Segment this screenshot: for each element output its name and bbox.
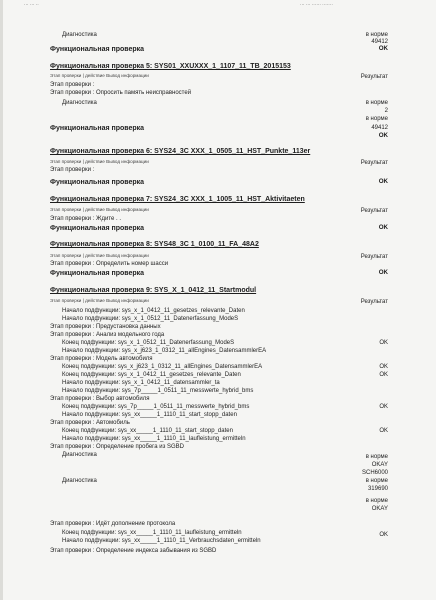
protocol-line: Начало подфункции: sys_xx_____1_1110_11_laufleistung_ermitteln [62,436,246,442]
result-value: в норме [365,498,388,504]
result-value: Результат [360,74,388,80]
result-value: OK [379,364,388,370]
result-value: OKAY [371,462,388,468]
protocol-line: Начало подфункции: sys_xx_____1_1110_11_Verbrauchsdaten_ermitteln [62,538,261,544]
column-header: Этап проверки | действие Вывод информации [50,159,149,164]
protocol-line: Диагностика [62,452,97,458]
protocol-line: Начало подфункции: sys_xx_____1_1110_11_start_stopp_daten [62,412,237,418]
column-header: Этап проверки | действие Вывод информации [50,207,149,212]
protocol-line: Этап проверки : Выбор автомобиля [50,396,150,402]
result-value: OK [379,404,388,410]
result-value: Результат [360,208,388,214]
protocol-line: Этап проверки : Анализ модельного года [50,332,165,338]
result-ok: OK [378,269,388,276]
protocol-line: Начало подфункции: sys_x_1_0412_11_gesetzes_relevante_Daten [62,308,245,314]
column-header: Этап проверки | действие Вывод информации [50,253,149,258]
protocol-line: Этап проверки : Автомобиль [50,420,130,426]
result-ok: OK [378,224,388,231]
function-check-title: Функциональная проверка 7: SYS24_3C XXX_1_1005_11_HST_Aktivitaeten [50,196,305,203]
result-value: OK [379,428,388,434]
section-summary-heading: Функциональная проверка [50,46,145,53]
result-value: в норме [365,100,388,106]
protocol-line: Диагностика [62,100,97,106]
column-header: Этап проверки | действие Вывод информации [50,298,149,303]
protocol-line: Этап проверки : Определить номер шасси [50,261,169,267]
protocol-line: Конец подфункции: sys_xx_____1_1110_11_laufleistung_ermitteln [62,530,242,536]
protocol-line: Конец подфункции: sys_7p_____1_0511_11_messwerte_hybrid_bms [62,404,250,410]
protocol-line: Конец подфункции: sys_x_1_0512_11_Datenerfassung_ModeS [62,340,235,346]
protocol-line: Этап проверки : Идёт дополнение протокола [50,521,176,527]
result-ok: OK [378,178,388,185]
result-value: Результат [360,160,388,166]
result-value: 49412 [371,39,388,45]
result-value: в норме [365,32,388,38]
result-value: Результат [360,254,388,260]
protocol-line: Этап проверки : [50,167,95,173]
protocol-line: Конец подфункции: sys_x_j623_1_0312_11_allEngines_DatensammlerEA [62,364,263,370]
protocol-line: Этап проверки : Опросить память неисправностей [50,90,192,96]
column-header: Этап проверки | действие Вывод информации [50,73,149,78]
result-value: OK [379,532,388,538]
protocol-line: Этап проверки : Определение индекса забывания из SGBD [50,548,217,554]
function-check-title: Функциональная проверка 8: SYS48_3C 1_0100_11_FA_48A2 [50,241,259,248]
protocol-line: Начало подфункции: sys_x_j623_1_0312_11_allEngines_DatensammlerEA [62,348,267,354]
function-check-title: Функциональная проверка 5: SYS01_XXUXXX_1_1107_11_TB_2015153 [50,63,291,70]
section-summary-heading: Функциональная проверка [50,179,145,186]
protocol-line: Этап проверки : [50,82,95,88]
result-value: 49412 [371,125,388,131]
result-value: OK [379,340,388,346]
result-ok: OK [378,132,388,139]
section-summary-heading: Функциональная проверка [50,125,145,132]
protocol-line: Этап проверки : Модель автомобиля [50,356,153,362]
top-right-header-fragment: ··· ··· ······ ······· [300,2,333,7]
result-value: 319690 [367,486,388,492]
result-value: в норме [365,454,388,460]
function-check-title: Функциональная проверка 9: SYS_X_1_0412_11_Startmodul [50,287,257,294]
scan-edge [0,0,3,600]
protocol-line: Диагностика [62,32,97,38]
result-ok: OK [378,45,388,52]
protocol-line: Конец подфункции: sys_x_1_0412_11_gesetzes_relevante_Daten [62,372,241,378]
result-value: 2 [384,108,388,114]
result-value: SCH6000 [361,470,388,476]
protocol-line: Этап проверки : Определение пробега из SGBD [50,444,185,450]
result-value: Результат [360,299,388,305]
section-summary-heading: Функциональная проверка [50,270,145,277]
result-value: в норме [365,478,388,484]
result-value: OK [379,372,388,378]
function-check-title: Функциональная проверка 6: SYS24_3C XXX_1_0505_11_HST_Punkte_113er [50,148,311,155]
result-value: OKAY [371,506,388,512]
protocol-line: Этап проверки : Ждите . . [50,216,122,222]
result-value: в норме [365,116,388,122]
protocol-line: Начало подфункции: sys_x_1_0412_11_datensammler_ta [62,380,220,386]
top-left-header-fragment: ··· ··· ·· [24,2,39,7]
protocol-line: Конец подфункции: sys_xx_____1_1110_11_start_stopp_daten [62,428,233,434]
protocol-line: Начало подфункции: sys_x_1_0512_11_Datenerfassung_ModeS [62,316,239,322]
protocol-line: Диагностика [62,478,97,484]
protocol-line: Этап проверки : Предустановка данных [50,324,161,330]
protocol-line: Начало подфункции: sys_7p_____1_0511_11_messwerte_hybrid_bms [62,388,254,394]
section-summary-heading: Функциональная проверка [50,225,145,232]
